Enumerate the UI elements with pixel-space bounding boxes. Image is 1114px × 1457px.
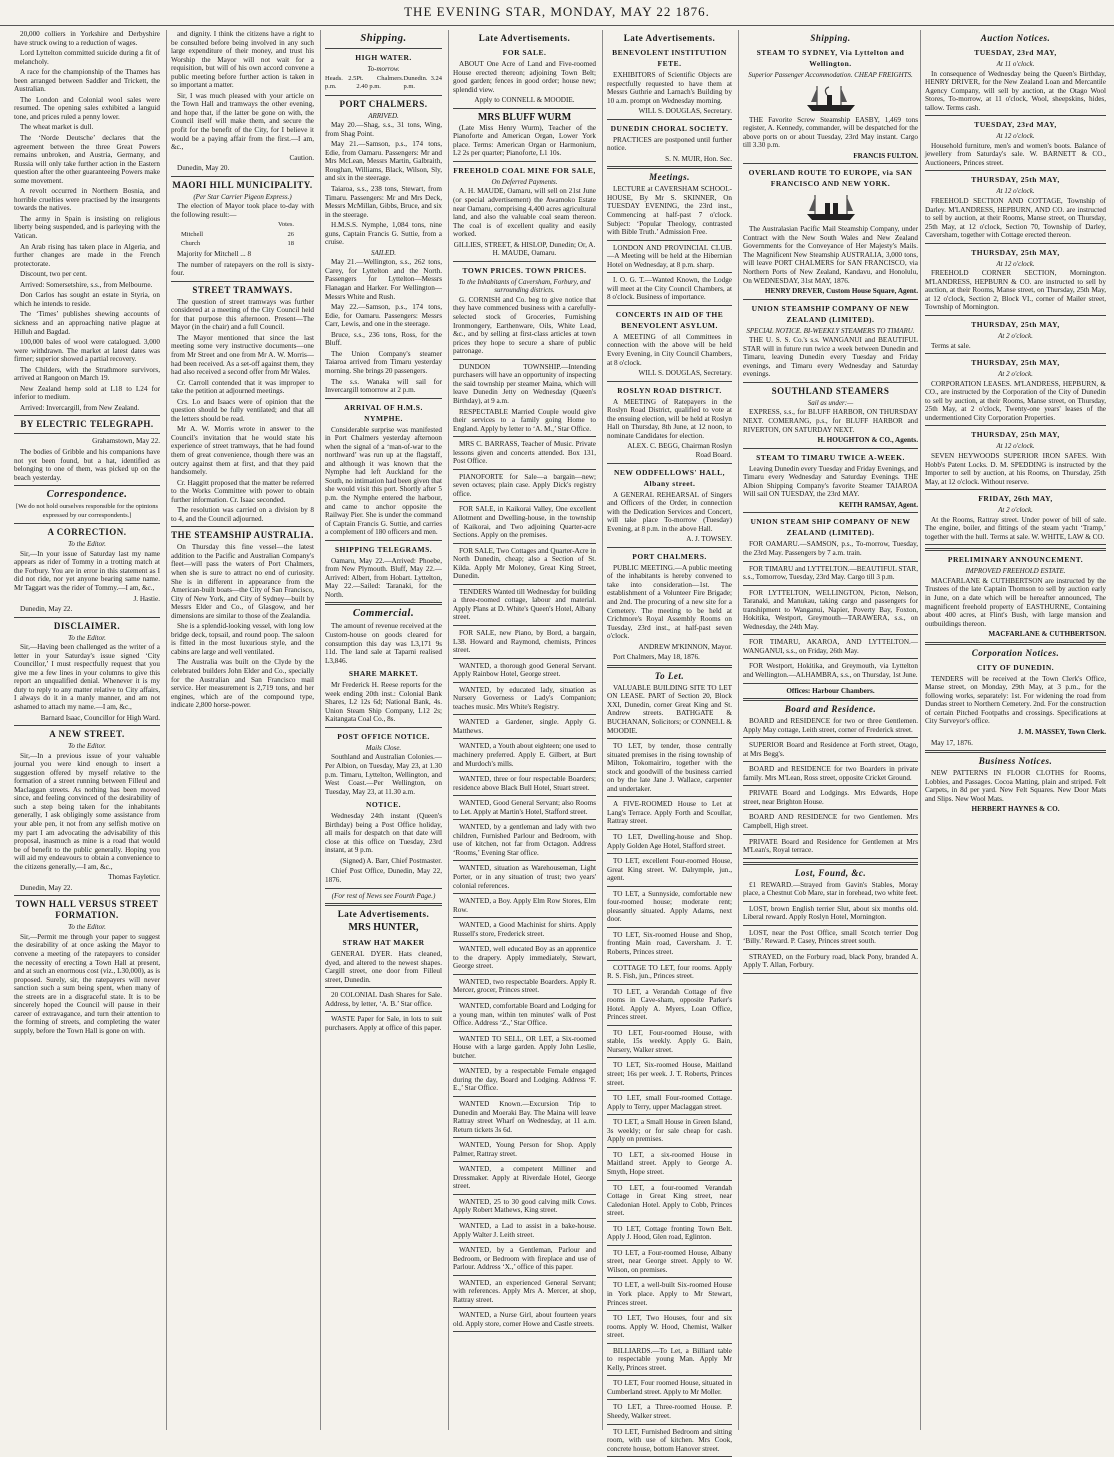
- letter-heading: DISCLAIMER.: [53, 620, 121, 631]
- list-item: SUPERIOR Board and Residence at Forth street, Otago, at Mrs Begg's.: [743, 741, 918, 758]
- benevolent-sign: WILL S. DOUGLAS, Secretary.: [638, 107, 732, 116]
- commercial-text: The amount of revenue received at the Custom-house on goods cleared for consumption this day was L3,171 9s 11d. The land sale at Taparni realised L3,846.: [325, 622, 442, 665]
- coal-mine-heading: FREEHOLD COAL MINE FOR SALE,: [453, 165, 596, 175]
- auction-text: FREEHOLD CORNER SECTION, Mornington. M'LANDRESS, HEPBURN & CO. are instructed to sell by auction, at their Rooms, Manse street, on Thursday, 25th May, at 12 o'clock, Section 2, Block VI., corner of Mailer street, Township of Mornington.: [925, 269, 1106, 312]
- preliminary-sub: IMPROVED FREEHOLD ESTATE.: [965, 567, 1066, 576]
- candidate-name: Mitchell: [181, 230, 204, 238]
- news-briefs: [14, 30, 160, 412]
- to-let-heading: To Let.: [654, 670, 685, 681]
- hunter-sub: STRAW HAT MAKER: [342, 938, 425, 948]
- notice-text: Wednesday 24th instant (Queen's Birthday) being a Post Office holiday, all mails for despatch on that date will close at this office on Tuesday, 23rd instant, at 9 p.m.: [325, 812, 442, 855]
- list-item: May 21.—Wellington, s.s., 262 tons, Carey, for Lyttelton and the North. Passengers for Lyttelton—Messrs Flanagan and Harker. For Wellington—Messrs White and Rush.: [325, 258, 442, 301]
- column-7: [920, 30, 1106, 1430]
- list-item: FOR LYTTELTON, WELLINGTON, Picton, Nelson, Taranaki, and Manukau, taking cargo and passengers for transhipment to Wanganui, Napier, Poverty Bay, Foxton, Hokitika, Westport, Greymouth—TARAWERA, s.s., on Wednesday, the 24th May.: [743, 588, 918, 631]
- list-item: The army in Spain is insisting on religious liberty being suspended, and is parleying with the Vatican.: [14, 214, 160, 241]
- high-water-times: [325, 75, 442, 92]
- board-heading: Board and Residence.: [784, 704, 877, 715]
- list-item: The Union Company's steamer Taiaroa arrived from Timaru yesterday morning. She brings 20 passengers.: [325, 349, 442, 375]
- list-item: H.M.S.S. Nymphe, 1,084 tons, nine guns, Captain Francis G. Suttie, from a cruise.: [325, 221, 442, 247]
- auction-date: TUESDAY, 23rd MAY,: [974, 120, 1057, 130]
- choral-text: PRACTICES are postponed until further notice.: [607, 135, 732, 153]
- list-item: WANTED, by a respectable Female engaged during the day, Board and Lodging. Address ‘F. E.,’ Star Office.: [453, 1067, 596, 1093]
- concerts-sign: WILL S. DOUGLAS, Secretary.: [638, 369, 732, 378]
- late-ads-heading: Late Advertisements.: [623, 33, 716, 43]
- steamship-icon: [803, 83, 859, 113]
- list-item: TO LET, a Small House in Green Island, 3s weekly; or for sale cheap for cash. Apply on premises.: [607, 1118, 732, 1144]
- list-item: TO LET, a Three-roomed House. P. Sheedy, Walker street.: [607, 1403, 732, 1420]
- auction-date: FRIDAY, 26th MAY,: [978, 494, 1053, 504]
- share-market-heading: SHARE MARKET.: [348, 669, 419, 679]
- auction-notices: [925, 47, 1106, 545]
- auction-time: At 12 o'clock.: [996, 259, 1035, 268]
- letter-sign: Caution.: [289, 153, 314, 162]
- auction-time: At 2 o'clock.: [998, 506, 1033, 515]
- notice-date: Chief Post Office, Dunedin, May 22, 1876.: [325, 867, 442, 885]
- sydney-sign: FRANCIS FULTON.: [853, 151, 918, 160]
- town-prices-sub: To the Inhabitants of Caversham, Forbury, and surrounding districts.: [458, 277, 591, 295]
- shipping-heading: Shipping.: [360, 33, 407, 44]
- choral-sign: S. N. MUIR, Hon. Sec.: [665, 154, 732, 163]
- letter-sign: Thomas Fayleticr.: [108, 873, 160, 882]
- list-item: WANTED, a thorough good General Servant. Apply Rainbow Hotel, George street.: [453, 661, 596, 679]
- list-item: WANTED, well educated Boy as an apprentice to the drapery. Apply immediately, Stewart, George street.: [453, 945, 596, 971]
- column-4: [448, 30, 600, 1430]
- lost-found-ads: [743, 881, 918, 974]
- list-item: TO LET, Six-roomed House, Maitland street; 16s per week. J. T. Roberts, Princes street.: [607, 1061, 732, 1087]
- column-6: [738, 30, 918, 1430]
- board-ads: [743, 717, 918, 859]
- union-heading: UNION STEAMSHIP COMPANY OF NEW ZEALAND (LIMITED).: [751, 303, 910, 324]
- steamship-icon: [803, 192, 859, 222]
- share-market-text: Mr Frederick H. Reese reports for the week ending 20th inst.: Colonial Bank Shares, L2 12s 6d; National Bank, 4s. Union Steam Ship Company, L12 2s; Kaitangata Coal Co., 8s.: [325, 681, 442, 724]
- tramways-heading: STREET TRAMWAYS.: [192, 284, 293, 295]
- list-item: May 22.—Samson, p.s., 174 tons, Edie, for Oamaru. Passengers: Messrs Carr, Lewis, and one in the steerage.: [325, 303, 442, 329]
- list-item: FOR SALE, Two Cottages and Quarter-Acre in North Dunedin, cheap; also a Section of St. Kilda. Apply Mr Moloney, Great King Street, Dunedin.: [453, 546, 596, 581]
- list-item: TO LET, excellent Four-roomed House, Great King street. W. Dalrymple, jun., agent.: [607, 857, 732, 883]
- tramways-text: [171, 298, 314, 524]
- sailed-heading: SAILED.: [370, 248, 397, 257]
- letter-date: Dunedin, May 22.: [20, 605, 73, 614]
- list-item: WANTED, a competent Milliner and Dressmaker. Apply at Riverdale Hotel, George street.: [453, 1165, 596, 1191]
- correspondence-note: [We do not hold ourselves responsible for the opinions expressed by our correspondents.]: [15, 503, 159, 519]
- correspondence-heading: Correspondence.: [46, 489, 128, 501]
- business-sign: HERBERT HAYNES & CO.: [971, 805, 1060, 814]
- column-3: [320, 30, 446, 1430]
- list-item: Taiaroa, s.s., 238 tons, Stewart, from Timaru. Passengers: Mr and Mrs Deck, Messrs McMillan, Gibbs, Bruce, and six in the steerage.: [325, 185, 442, 219]
- list-item: BOARD AND RESIDENCE for two Gentlemen. Mrs Campbell, High street.: [743, 813, 918, 830]
- column-2: [166, 30, 318, 1430]
- notice-heading: NOTICE.: [366, 800, 401, 810]
- list-item: An Arab rising has taken place in Algeria, and further changes are made in the French protectorate.: [14, 242, 160, 268]
- auction-time: At 12 o'clock.: [996, 442, 1035, 451]
- list-item: TO LET, Four-roomed House, with stable, 15s weekly. Apply G. Bain, Nursery, Walker street.: [607, 1028, 732, 1054]
- auction-text: At the Rooms, Rattray street. Under power of bill of sale. The engine, boiler, and fittings of the steam yacht ‘Tramp,’ together with the hull. Terms at sale. W. WHITE, LAW & CO.: [925, 515, 1106, 541]
- list-item: WANTED, Good General Servant; also Rooms to Let. Apply at Martin's Hotel, Stafford street.: [453, 799, 596, 816]
- roslyn-sign: ALEX. C. BEGG, Chairman Roslyn Road Board.: [627, 442, 732, 459]
- majority: Majority for Mitchell ... 8: [177, 250, 252, 259]
- votes-label-row: [171, 221, 314, 230]
- columns: [14, 30, 1106, 1453]
- list-item: WANTED, a Nurse Girl, about fourteen years old. Apply store, corner Howe and Castle streets.: [453, 1311, 596, 1328]
- preliminary-text: MACFARLANE & CUTHBERTSON are instructed by the Trustees of the late Captain Thomson to sell by auction early in June, on a date which will be hereafter announced, The magnificent freehold property of EASTHURNE, Containing about 400 acres, at Flint's Bush, with large mansion and outbuildings thereon.: [925, 576, 1106, 628]
- departures: [325, 258, 442, 394]
- letter-to: To the Editor.: [68, 540, 106, 549]
- list-item: TO LET, a Verandah Cottage of five rooms in Cave-sham, opposite Parker's Hotel. Apply A. Myers, Loan Office, Princes street.: [607, 987, 732, 1022]
- list-item: TENDERS Wanted till Wednesday for building a three-roomed cottage, labour and material. Apply Plans at D. White's Queen's Hotel, Albany street.: [453, 587, 596, 622]
- southland-text: EXPRESS, s.s., for BLUFF HARBOR, ON THURSDAY NEXT. COMERANG, p.s., for BLUFF HARBOR and RIVERTON, ON SATURDAY NEXT.: [743, 408, 918, 434]
- timaru-sign: KEITH RAMSAY, Agent.: [839, 500, 918, 509]
- list-item: A race for the championship of the Thames has been arranged between Saddler and Trickett, the Australian.: [14, 68, 160, 94]
- list-item: Arrived: Invercargill, from New Zealand.: [20, 403, 140, 412]
- list-item: A FIVE-ROOMED House to Let at Lang's Terrace. Apply Forth and Scoullar, Rattray street.: [607, 800, 732, 826]
- letter-heading: TOWN HALL VERSUS STREET FORMATION.: [15, 899, 159, 921]
- list-item: TO LET, a well-built Six-roomed House in York place. Apply to Mr Stewart, Princes street.: [607, 1281, 732, 1307]
- list-item: LOST, near the Post Office, small Scotch terrier Dog ‘Billy.’ Reward. P. Casey, Princes street south.: [743, 928, 918, 946]
- choral-heading: DUNEDIN CHORAL SOCIETY.: [610, 123, 729, 133]
- list-item: WANTED Known.—Excursion Trip to Dunedin and Moeraki Bay. The Maina will leave Rattray street Wharf on Wednesday, at 11 a.m. Return tickets 3s 6d.: [453, 1099, 596, 1134]
- high-water-time: Pt. Chalmers. 2.40 p.m.: [356, 74, 404, 91]
- list-item: WANTED, by a Gentleman, Parlour and Bedroom, or Bedroom with fireplace and use of Parlour. Address ‘X.,’ office of this paper.: [453, 1246, 596, 1272]
- list-item: FOR OAMARU.—SAMSON, p.s., To-morrow, Tuesday, the 23rd May. Passengers by 7 a.m. train.: [743, 540, 918, 557]
- to-let-ads: [607, 684, 732, 1457]
- list-item: FOR SALE, in Kaikorai Valley, One excellent Allotment and Dwelling-house, in the township of Kaikorai, and Two adjoining Quarter-acre Sections. Apply on the premises.: [453, 505, 596, 540]
- nymphe-text: Considerable surprise was manifested in Port Chalmers yesterday afternoon when the signal of a ‘man-of-war to the northward’ was run up at the flagstaff, and although it was known that the Nymphe had left Auckland for the South, no intimation had been given that she would visit this port. Shortly after 5 p.m. the Nymphe entered the harbour, and came to anchor opposite the Railway Pier. She is under the command of Captain Francis G. Suttie, and carries a complement of 180 officers and men.: [325, 425, 442, 537]
- hunter-text: GENERAL DYER. Hats cleaned, dyed, and altered to the newest shapes. Cargill street, one door from Filleul street, Dunedin.: [325, 950, 442, 984]
- list-item: PRIVATE Board and Residence for Gentlemen at Mrs M'Lean's, Royal terrace.: [743, 837, 918, 855]
- city-date: May 17, 1876.: [931, 738, 973, 747]
- list-item: Cr. Haggitt proposed that the matter be referred to the Works Committee with power to obtain further information. Cr. Isaac seconded.: [171, 478, 314, 504]
- high-water-time: Heads. 2.5 p.m.: [325, 74, 357, 91]
- port-chalmers-date: Port Chalmers, May 18, 1876.: [613, 653, 700, 662]
- list-item: Cr. Carroll contended that it was improper to take the petition at adjourned meetings.: [171, 378, 314, 396]
- masthead: [0, 4, 1114, 26]
- list-item: WANTED, three or four respectable Boarders; residence above Black Bull Hotel, Stuart street.: [453, 775, 596, 792]
- list-item: The Australia was built on the Clyde by the celebrated builders John Elder and Co., specially for the Australian and San Francisco mail service. Her measurement is 2,719 tons, and her engines, which are of the compound type, indicate 2,800 horse-power.: [171, 658, 314, 710]
- list-item: MRS C. BARRASS, Teacher of Music. Private lessons given and concerts attended. Box 131, Post Office.: [453, 440, 596, 466]
- list-item: STRAYED, on the Forbury road, black Pony, branded A. Apply T. Allan, Forbury.: [743, 952, 918, 970]
- list-item: WANTED, two respectable Boarders. Apply R. Mercer, grocer, Princes street.: [453, 977, 596, 995]
- list-item: The Childers, with the Strathmore survivors, arrived at Rangoon on March 19.: [14, 365, 160, 383]
- list-item: TO LET, a four-roomed Verandah Cottage in Great King street, near Caledonian Hotel. Apply to Cobb, Princes street.: [607, 1183, 732, 1218]
- list-item: WANTED a Gardener, single. Apply G. Matthews.: [453, 718, 596, 735]
- letter-to: To the Editor.: [68, 633, 106, 642]
- port-heading: PORT CHALMERS.: [339, 98, 428, 109]
- port-chalmers-heading: PORT CHALMERS.: [632, 551, 707, 561]
- list-item: BOARD and RESIDENCE for two or three Gentlemen. Apply May cottage, Leith street, corner of Frederick street.: [743, 717, 918, 734]
- list-item: WANTED, by a gentleman and lady with two children, Furnished Parlour and Bedroom, with use of kitchen, not far from Octagon. Address ‘Rooms,’ Evening Star office.: [453, 823, 596, 857]
- list-item: May 21.—Samson, p.s., 174 tons, Edie, from Oamaru. Passengers: Mr and Mrs McLean, Messrs Martin, Galbraith, Roughan, Williams, Black, Wilson, Sly, and six in the steerage.: [325, 140, 442, 183]
- lodge-text: I. O. G. T.—Wanted Known, the Lodge will meet at the City Council Chambers, at 8 o'clock. Business of importance.: [607, 276, 732, 302]
- arrivals: [325, 121, 442, 247]
- list-item: WANTED, 25 to 30 good calving milk Cows. Apply Robert Mathews, King street.: [453, 1197, 596, 1215]
- shipping-heading: Shipping.: [810, 33, 851, 43]
- list-item: Arrived: Somersetshire, s.s., from Melbourne.: [20, 280, 153, 289]
- maori-hill-text: The election of Mayor took place to-day with the following result:—: [171, 202, 314, 219]
- auction-text: In consequence of Wednesday being the Queen's Birthday, HENRY DRIVER, for the New Zealand Loan and Mercantile Agency Company, will sell by auction, at the Otago Wool Stores, To-morrow, at 11 o'clock, Wool, sheepskins, hides, tallow. Terms cash.: [925, 69, 1106, 112]
- column-5: [602, 30, 736, 1453]
- list-item: FOR SALE, new Piano, by Bord, a bargain, L38. Howard and Raymond, chemists, Princes street.: [453, 628, 596, 655]
- city-sign: J. M. MASSEY, Town Clerk.: [1017, 727, 1106, 736]
- list-item: COTTAGE TO LET, four rooms. Apply R. S. Fish, jun., Princes street.: [607, 963, 732, 981]
- maori-hill-heading: MAORI HILL MUNICIPALITY.: [172, 179, 313, 190]
- list-item: The ‘Times’ publishes shewing accounts of sickness and an approaching native plague at Hilluh and Bagdad.: [14, 310, 160, 336]
- town-prices-text: G. CORNISH and Co. beg to give notice that they have commenced business with a carefully-selected stock of Groceries, Furnishing Ironmongery, Earthenware, Oils, White Lead, &c., and by selling at first-class articles at town prices they hope to secure a share of public patronage.: [453, 295, 596, 356]
- letter-text: Sir,—In your issue of Saturday last my name appears as rider of Tommy in a trotting match at the Forbury. You are in error in this statement as I did not ride, nor yet anyone bearing same name. Mr Taggart was the rider of Tommy.—I am, &c.,: [14, 549, 160, 592]
- list-item: TO LET, a Sunnyside, comfortable new four-roomed house; moderate rent; pleasantly situated. Apply Adams, next door.: [607, 889, 732, 924]
- benevolent-text: EXHIBITORS of Scientific Objects are respectfully requested to have them at Messrs Guthrie and Larnach's Building by 10 a.m. prompt on Wednesday morning.: [607, 71, 732, 105]
- list-item: Lord Lyttelton committed suicide during a fit of melancholy.: [14, 49, 160, 66]
- list-item: BOARD and RESIDENCE for two Boarders in private family. Mrs M'Lean, Ross street, opposite Cricket Ground.: [743, 765, 918, 782]
- union-ss-sailings: [743, 540, 918, 683]
- auction-text: Terms at sale.: [931, 341, 971, 350]
- overland-sign: HENRY DREVER, Custom House Square, Agent.: [764, 287, 918, 296]
- letter-heading: A CORRECTION.: [47, 527, 127, 538]
- auction-text: FREEHOLD SECTION AND COTTAGE, Township of Darley. M'LANDRESS, HEPBURN, AND CO. are instructed to sell by auction, at their Rooms, Manse street, on Thursday, 25th May, at 12 o'clock, Section 70, Township of Darley, Caversham, together with Cottage erected thereon.: [925, 197, 1106, 240]
- city-text: TENDERS will be received at the Town Clerk's Office, Manse street, on Monday, 29th May, at 3 p.m., for the following works, separately: 1st. For widening the road from Dundas street to Northern Cemetery. 2nd. For the construction of certain Pitched Footpaths and crossings. Specifications at City Surveyor's office.: [925, 674, 1106, 726]
- hunter-name: MRS HUNTER,: [348, 922, 419, 934]
- arrived-heading: ARRIVED.: [368, 111, 399, 120]
- list-item: WANTED, Young Person for Shop. Apply Palmer, Rattray street.: [453, 1141, 596, 1158]
- list-item: 20,000 colliers in Yorkshire and Derbyshire have struck owing to a reduction of wages.: [14, 30, 160, 47]
- waste-paper-ad: WASTE Paper for Sale, in lots to suit purchasers. Apply at office of this paper.: [325, 1015, 442, 1032]
- letter-continued: and dignity. I think the citizens have a right to be consulted before being involved in any such large expenditure of their money, and trust his Worship the Mayor will not wait for a requisition, but will of his own accord convene a public meeting before further action is taken in so important a matter.: [171, 30, 314, 90]
- list-item: The London and Colonial wool sales were resumed. The opening sales exhibited a languid tone, and prices ruled a penny lower.: [14, 95, 160, 121]
- wurm-text: (Late Miss Henry Wurm), Teacher of the Pianoforte and American Organ, Lower York place. Terms: American Organ or Harmonium, L2 2s per quarter; Pianoforte, L1 10s.: [453, 123, 596, 158]
- list-item: The Mayor mentioned that since the last meeting some very instructive documents—one from Mr Street and one from Mr A. W. Morris—had been received. As a set-off against them, they had also received a second offer from Mr Wales.: [171, 333, 314, 377]
- auction-heading: Auction Notices.: [980, 33, 1051, 43]
- shipping-telegrams-text: Oamaru, May 22.—Arrived: Phoebe, from New Plymouth. Bluff, May 22.—Arrived: Albert, from Hobart. Lyttelton, May 22.—Sailed: Taranaki, for the North.: [325, 556, 442, 599]
- letter-text: Sir,—Having been challenged as the writer of a letter in your Saturday's issue signed ‘City Councillor,’ I must respectfully request that you give me a few lines in your columns to give this report an unqualified denial. Whenever it is my duty to reply to any matter relative to City affairs, I always do it in a manly manner, and am not ashamed to attach my name.—I am, &c.,: [14, 643, 160, 711]
- list-item: RESPECTABLE Married Couple would give their services to a family going Home to England. Apply by letter to ‘A. M.,’ Star Office.: [453, 407, 596, 433]
- roslyn-text: A MEETING of Ratepayers in the Roslyn Road District, qualified to vote at the ensuing election, will be held at Roslyn Hall on Thursday, 8th June, at 12 noon, to nominate Candidates for election.: [607, 397, 732, 440]
- list-item: A revolt occurred in Northern Bosnia, and horrible cruelties were practised by the insurgents towards the natives.: [14, 187, 160, 213]
- sydney-heading: STEAM TO SYDNEY, Via Lyttelton and Wellington.: [756, 48, 905, 68]
- port-chalmers-sign: ANDREW M'KINNON, Mayor.: [638, 642, 732, 651]
- corporation-heading: Corporation Notices.: [971, 647, 1060, 658]
- township-ad: DUNDON TOWNSHIP.—Intending purchasers will have an opportunity of inspecting the said township per steamer Maina, which will leave Dunedin Jetty on Wednesday (Queen's Birthday), at 9 a.m.: [453, 362, 596, 405]
- coal-mine-text: A. H. MAUDE, Oamaru, will sell on 21st June (or special advertisement) the Awamoko Estate near Oamaru, comprising 4,400 acres agricultural land, and also the valuable coal seam thereon. The coal is of excellent quality and easily worked.: [453, 187, 596, 239]
- letter-to: To the Editor.: [68, 923, 106, 932]
- post-office-heading: POST OFFICE NOTICE.: [337, 731, 430, 741]
- auction-time: At 12 o'clock.: [996, 187, 1035, 196]
- list-item: WANTED, a Boy. Apply Elm Row Stores, Elm Row.: [453, 897, 596, 914]
- high-water-time: Dunedin. 3.24 p.m.: [403, 74, 442, 91]
- list-item: TO LET, Four roomed House, situated in Cumberland street. Apply to Mr Moller.: [607, 1379, 732, 1396]
- list-item: New Zealand hemp sold at L18 to L24 for inferior to medium.: [14, 384, 160, 402]
- list-item: TO LET, Six-roomed House and Shop, fronting Main road, Caversham. J. T. Roberts, Princes street.: [607, 930, 732, 957]
- steamship-heading: THE STEAMSHIP AUSTRALIA.: [171, 530, 314, 541]
- list-item: BILLIARDS.—To Let, a Billiard table to respectable young Man. Apply Mr Kelly, Princes street.: [607, 1346, 732, 1372]
- vote-row: [171, 240, 314, 249]
- union-ss-office: Offices: Harbour Chambers.: [786, 686, 875, 695]
- list-item: The s.s. Wanaka will sail for Invercargill tomorrow at 2 p.m.: [325, 377, 442, 395]
- auction-date: THURSDAY, 25th MAY,: [971, 175, 1060, 185]
- telegraph-heading: BY ELECTRIC TELEGRAPH.: [20, 419, 154, 430]
- list-item: The question of street tramways was further considered at a meeting of the City Council held for that purpose this afternoon. Present—The Mayor (in the chair) and a full Council.: [171, 297, 314, 332]
- commercial-heading: Commercial.: [352, 608, 415, 620]
- city-heading: CITY OF DUNEDIN.: [976, 662, 1055, 672]
- vote-count: 18: [287, 240, 294, 248]
- auction-text: CORPORATION LEASES. M'LANDRESS, HEPBURN, & CO., are instructed by the Corporation of the City of Dunedin to sell by auction, at their Rooms, Manse street, on Thursday, 25th May, at 2 o'clock, Twenty-one years' leases of the undermentioned City Corporation Properties.: [925, 379, 1106, 422]
- town-prices-heading: TOWN PRICES. TOWN PRICES.: [462, 265, 587, 275]
- benevolent-heading: BENEVOLENT INSTITUTION FETE.: [612, 48, 727, 68]
- votes-table: [171, 231, 314, 249]
- list-item: The wheat market is dull.: [20, 123, 94, 132]
- preliminary-heading: PRELIMINARY ANNOUNCEMENT.: [947, 555, 1084, 565]
- votes-label: Votes.: [278, 221, 294, 229]
- letter-sign: Barnard Isaac, Councillor for High Ward.: [40, 713, 160, 722]
- list-item: FOR TIMARU, AKAROA, AND LYTTELTON.—WANGANUI, s.s., on Friday, 26th May.: [743, 638, 918, 655]
- list-item: The ‘Norde Deutsche’ declares that the agreement between the three Great Powers remains unbroken, and Austria, Germany, and Russia will only take further action in the Eastern question after the other guaranteeing Powers make some movement.: [14, 134, 160, 185]
- list-item: WANTED, a Lad to assist in a bake-house. Apply Walter J. Leith street.: [453, 1221, 596, 1239]
- classified-ads: [453, 408, 596, 1333]
- oddfellows-sign: A. J. TOWSEY.: [686, 535, 732, 544]
- overland-heading: OVERLAND ROUTE TO EUROPE, via SAN FRANCISCO AND NEW YORK.: [748, 168, 913, 189]
- list-item: TO LET, Cottage fronting Town Belt. Apply J. Hood, Glen road, Eglinton.: [607, 1224, 732, 1242]
- list-item: FOR TIMARU and LYTTELTON.—BEAUTIFUL STAR, s.s., Tomorrow, Tuesday, 23rd May. Cargo till 3 p.m.: [743, 564, 918, 582]
- club-text: LONDON AND PROVINCIAL CLUB.—A Meeting will be held at the Hibernian Hotel on Wednesday, at 8 p.m. sharp.: [607, 243, 732, 269]
- preliminary-sign: MACFARLANE & CUTHBERTSON.: [988, 630, 1106, 639]
- high-water-heading: HIGH WATER.: [355, 53, 412, 62]
- business-text: NEW PATTERNS IN FLOOR CLOTHS for Rooms, Lobbies, and Passages. Cocoa Matting, plain and striped. Felt Carpets, in 8d per yard. New Felt Squares. New Door Mats and Slips. New Wool Mats.: [925, 769, 1106, 803]
- late-ads-heading: Late Advertisements.: [478, 33, 571, 43]
- list-item: 100,000 bales of wool were catalogued. 3,000 were withdrawn. The market at latest dates was firmer; superior showed a partial recovery.: [14, 338, 160, 364]
- list-item: TO LET, a Four-roomed House, Albany street, near George street. Apply to W. Wilson, on premises.: [607, 1248, 732, 1274]
- meetings-heading: Meetings.: [649, 172, 690, 183]
- coal-mine-contact: GILLIES, STREET, & HISLOP, Dunedin; Or, A. H. MAUDE, Oamaru.: [453, 240, 596, 258]
- letter-text: Sir,—Permit me through your paper to suggest the desirability of at once asking the Mayor to convene a meeting of the ratepayers to consider the necessity of erecting a Town Hall at present, and at such an enormous cost (viz., L30,000), as is proposed. Surely, sir, the ratepayers will never sanction such a sum being spent, when many of the streets are in a disgraceful state. It is to be sincerely hoped the Council will pause in their career of extravagance, and turn their attention to the forming of streets, and completing the water supply, before the Town Hall is gone on with.: [14, 932, 160, 1035]
- lost-found-heading: Lost, Found, &c.: [794, 867, 867, 878]
- business-heading: Business Notices.: [978, 756, 1053, 767]
- sydney-sub: Superior Passenger Accommodation. CHEAP FREIGHTS.: [748, 71, 913, 79]
- auction-time: At 2 o'clock.: [998, 332, 1033, 341]
- concerts-heading: CONCERTS IN AID OF THE BENEVOLENT ASYLUM.: [615, 309, 724, 330]
- list-item: TO LET, small Four-roomed Cottage. Apply to Terry, upper Maclaggan street.: [607, 1094, 732, 1111]
- list-item: On Thursday this fine vessel—the latest addition to the Pacific and Australian Company's fleet—will pass the waters of Port Chalmers, when she is sure to attract no end of curiosity. She is in different in appearance from the American-built boats—the City of San Francisco, City of New York, and City of Sydney—built by Messrs Elder and Co., of Glasgow, and her dimensions are similar to those of the Zealandia.: [171, 543, 314, 620]
- vote-count: 26: [287, 230, 294, 238]
- auction-date: THURSDAY, 25th MAY,: [971, 358, 1060, 368]
- late-ads-heading: Late Advertisements.: [337, 909, 430, 920]
- letter-heading: A NEW STREET.: [49, 729, 125, 740]
- letter-sign: J. Hastie.: [133, 594, 160, 603]
- auction-date: THURSDAY, 25th MAY,: [971, 320, 1060, 330]
- list-item: WANTED, comfortable Board and Lodging for a young man, within ten minutes' walk of Post Office. Address ‘Z.,’ Star Office.: [453, 1002, 596, 1028]
- list-item: WANTED, situation as Warehouseman, Light Porter, or in any situation of trust; two years' colonial references.: [453, 864, 596, 890]
- list-item: TO LET, a six-roomed House in Maitland street. Apply to George A. Smyth, Hope street.: [607, 1150, 732, 1176]
- list-item: WANTED, a Good Machinist for shirts. Apply Russell's store, Frederick street.: [453, 921, 596, 938]
- masthead-title: THE EVENING STAR, MONDAY, MAY 22 1876.: [404, 4, 710, 19]
- sydney-text: THE Favorite Screw Steamship EASBY, 1,469 tons register, A. Kennedy, commander, will be despatched for the above ports on or about Tuesday, 23rd May instant. Cargo till 3.30 p.m.: [743, 115, 918, 150]
- list-item: Bruce, s.s., 236 tons, Ross, for the Bluff.: [325, 330, 442, 348]
- telegraph-place: Grahamstown, May 22.: [92, 437, 160, 446]
- list-item: FOR Westport, Hokitika, and Greymouth, via Lyttelton and Wellington.—ALHAMBRA, s.s., on Thursday, 1st June.: [743, 662, 918, 679]
- column-1: [14, 30, 164, 1430]
- list-item: PRIVATE Board and Lodgings. Mrs Edwards, Hope street, near Brighton House.: [743, 789, 918, 806]
- port-chalmers-text: PUBLIC MEETING.—A public meeting of the inhabitants is hereby convened to take into consideration—1st. The establishment of a Volunteer Fire Brigade; and 2nd. The procuring of a new site for a Cemetery. The meeting to be held at Crichmore's Royal Assembly Rooms on Tuesday, 23rd inst., at half-past seven o'clock.: [607, 563, 732, 641]
- candidate-name: Church: [181, 240, 201, 248]
- list-item: May 20.—Shag, s.s., 31 tons, Wing, from Shag Point.: [325, 121, 442, 138]
- letter-to: To the Editor.: [68, 742, 106, 751]
- letter-text: Sir, I was much pleased with your article on the Town Hall and tramways the other evening, and hope that, if the latter be gone on with, the Council itself will make them, and secure the profit for the benefit of the City, for I believe it would be a paying affair from the first.—I am, &c.,: [171, 91, 314, 152]
- list-item: Crs. Lo and Isaacs were of opinion that the question should be fully ventilated; and that all the letters should be read.: [171, 397, 314, 423]
- union-text: THE U. S. S. Co.'s s.s. WANGANUI and BEAUTIFUL STAR will in future run twice a week between Dunedin and Timaru, leaving Dunedin every Tuesday and Friday evenings, and Timaru every Wednesday and Saturday evenings.: [743, 336, 918, 379]
- list-item: Discount, two per cent.: [20, 270, 87, 279]
- southland-sign: H. HOUGHTON & CO., Agents.: [817, 436, 918, 445]
- auction-time: At 11 o'clock.: [996, 60, 1035, 68]
- wurm-name: MRS BLUFF WURM: [477, 111, 572, 123]
- auction-date: TUESDAY, 23rd MAY,: [974, 48, 1057, 57]
- vote-row: [171, 231, 314, 240]
- list-item: Don Carlos has sought an estate in Styria, on which he intends to reside.: [14, 291, 160, 308]
- shipping-telegrams-heading: SHIPPING TELEGRAMS.: [334, 544, 433, 554]
- timaru-heading: STEAM TO TIMARU TWICE A-WEEK.: [756, 452, 905, 462]
- for-sale-contact: Apply to CONNELL & MOODIE.: [474, 96, 575, 105]
- auction-time: At 2 o'clock.: [998, 370, 1033, 379]
- auction-time: At 12 o'clock.: [996, 132, 1035, 141]
- timaru-text: Leaving Dunedin every Tuesday and Friday Evenings, and Timaru every Wednesday and Saturday Evenings. THE Albion Shipping Company's favorite Steamer TAIAROA Will sail ON TUESDAY, the 23rd MAY.: [743, 464, 918, 499]
- list-item: TO LET, Two Houses, four and six rooms. Apply W. Hood, Chemist, Walker street.: [607, 1314, 732, 1340]
- letter-date: Dunedin, May 20.: [177, 164, 230, 173]
- list-item: TO LET, by tender, those centrally situated premises in the rising township of Milton, Tokomairiro, together with the stock and goodwill of the business carried on by the late Jane J. Wallace, carpenter and undertaker.: [607, 742, 732, 793]
- overland-text: The Australasian Pacific Mail Steamship Company, under Contract with the New South Wales and New Zealand Governments for the Conveyance of Her Majesty's Mails. The Magnificent New Steamship AUSTRALIA, 3,000 tons, will leave PORT CHALMERS for SAN FRANCISCO, via Northern Ports of New Zealand, Kandavu, and Honolulu, On WEDNESDAY, 31st MAY, 1876.: [743, 225, 918, 285]
- list-item: LOST, brown English terrier Slut, about six months old. Liberal reward. Apply Roslyn Hotel, Mornington.: [743, 904, 918, 922]
- telegraph-text: The bodies of Gribble and his companions have not yet been found, but a hat, identified as belonging to one of them, was picked up on the beach yesterday.: [14, 447, 160, 482]
- letter-text: Sir,—In a previous issue of your valuable journal you were kind enough to insert a suggestion offered by myself relative to the formation of a street running between Filleul and Maclaggan streets. As nothing has been moved since, and feeling convinced of the desirability of such a step being taken for the inhabitants generally, I ask obligingly some assistance from your able pen, it not from any selfish motive on my part I am advocating the advisability of this proposal, inasmuch as mine is a road that would be of benefit to the public generally. Hoping you will aid my endeavours to obtain a convenience to the citizens generally,—I am, &c.,: [14, 751, 160, 871]
- southland-heading: SOUTHLAND STEAMERS: [771, 385, 890, 396]
- union-sub: SPECIAL NOTICE. BI-WEEKLY STEAMERS TO TIMARU.: [746, 326, 915, 335]
- post-office-text: Southland and Australian Colonies.—Per Albion, on Tuesday, May 23, at 1.30 p.m. Timaru, Lyttelton, Wellington, and West Coast.—Per Wellington, on Tuesday, May 23, at 11.30 a.m.: [325, 753, 442, 796]
- list-item: She is a splendid-looking vessel, with long low bridge deck, topsail, and round poop. The saloon is fitted in the most luxurious style, and the cabins are large and well ventilated.: [171, 622, 314, 656]
- list-item: WANTED TO SELL, OR LET, a Six-roomed House with a large garden. Apply John Leslie, butcher.: [453, 1034, 596, 1060]
- continued-note: (For rest of News see Fourth Page.): [331, 891, 436, 900]
- oddfellows-text: A GENERAL REHEARSAL of Singers and Officers of the Order, in connection with the Dedication Services and Concert, will take place To-morrow (Tuesday) Evening, at 8 p.m. in the above Hall.: [607, 490, 732, 533]
- for-sale-text: ABOUT One Acre of Land and Five-roomed House erected thereon; adjoining Town Belt; good garden; fences in good order; house new; splendid view.: [453, 60, 596, 94]
- auction-date: THURSDAY, 25th MAY,: [971, 430, 1060, 440]
- list-item: £1 REWARD.—Strayed from Gavin's Stables, Moray place, a Chestnut Cob Mare, star in forehead, two white feet.: [743, 880, 918, 898]
- letter-date: Dunedin, May 22.: [20, 883, 73, 892]
- post-office-sub: Mails Close.: [365, 743, 402, 752]
- list-item: TO LET, Furnished Bedroom and sitting room, with use of kitchen. Mrs Cook, concrete house, bottom Hanover street.: [607, 1427, 732, 1453]
- oddfellows-heading: NEW ODDFELLOWS' HALL, Albany street.: [613, 467, 725, 488]
- notice-sign: (Signed) A. Barr, Chief Postmaster.: [340, 856, 442, 865]
- auction-text: Household furniture, men's and women's boots. Balance of jewellery from Saturday's sale. W. BARNETT & CO., Auctioneers, Princes street.: [925, 141, 1106, 167]
- list-item: TO LET, Dwelling-house and Shop. Apply Golden Age Hotel, Stafford street.: [607, 833, 732, 850]
- auction-text: SEVEN HEYWOODS SUPERIOR IRON SAFES. With Hobb's Patent Locks. D. M. SPEDDING is instructed by the Importer to sell by auction, at his Rooms, on Thursday, 25th May, at 12 o'clock. Without reserve.: [925, 451, 1106, 486]
- for-sale-heading: FOR SALE.: [502, 48, 547, 57]
- southland-sub: Sail as under:—: [807, 398, 854, 407]
- maori-hill-end: The number of ratepayers on the roll is sixty-four.: [171, 260, 314, 278]
- steamship-text: [171, 543, 314, 709]
- list-item: VALUABLE BUILDING SITE TO LET ON LEASE. PART of Section 20, Block XXI, Dunedin, corner Great King and St. Andrew streets. BATHGATE & BUCHANAN, Solicitors; or CONNELL & MOODIE.: [607, 683, 732, 735]
- maori-hill-sub: (Per Star Carrier Pigeon Express.): [193, 192, 292, 201]
- list-item: WANTED, by educated lady, situation as Nursery Governess or Lady's Companion; teaches music. Mrs White's Registry.: [453, 685, 596, 711]
- list-item: Mr A. W. Morris wrote in answer to the Council's invitation that he would state his experience of street tramways, that he had found them of great convenience, though there was an outcry against them at first, and that they paid handsomely.: [171, 425, 314, 477]
- concerts-text: A MEETING of all Committees in connection with the above will be held Every Evening, in City Council Chambers, at 8 o'clock.: [607, 332, 732, 367]
- list-item: WANTED, a Youth about eighteen; one used to machinery preferred. Apply E. Gilbert, at Burt and Murdoch's mills.: [453, 742, 596, 768]
- roslyn-heading: ROSLYN ROAD DISTRICT.: [617, 385, 722, 395]
- high-water-sub: To-morrow.: [367, 65, 400, 73]
- coal-mine-sub: On Deferred Payments.: [491, 177, 558, 186]
- auction-date: THURSDAY, 25th MAY,: [971, 247, 1060, 257]
- list-item: WANTED, an experienced General Servant; with references. Apply Mrs A. Mercer, at shop, Rattray street.: [453, 1278, 596, 1304]
- list-item: PIANOFORTE for Sale—a bargain—new; seven octaves; plain case. Apply Dick's registry office.: [453, 472, 596, 498]
- shares-ad: 20 COLONIAL Dash Shares for Sale. Address, by letter, ‘A. B.’ Star office.: [325, 991, 442, 1008]
- union-ss-heading: UNION STEAM SHIP COMPANY OF NEW ZEALAND (LIMITED).: [750, 517, 911, 538]
- lecture-text: LECTURE at CAVERSHAM SCHOOL-HOUSE, By Mr S. SKINNER, On TUESDAY EVENING, the 23rd inst., Commencing at half-past 7 o'clock. Subject: ‘Popular Theology, contrasted with Bible Truth.’ Admission Free.: [607, 185, 732, 237]
- nymphe-heading: ARRIVAL OF H.M.S. NYMPHE.: [344, 402, 423, 423]
- list-item: The resolution was carried on a division by 8 to 4, and the Council adjourned.: [171, 506, 314, 523]
